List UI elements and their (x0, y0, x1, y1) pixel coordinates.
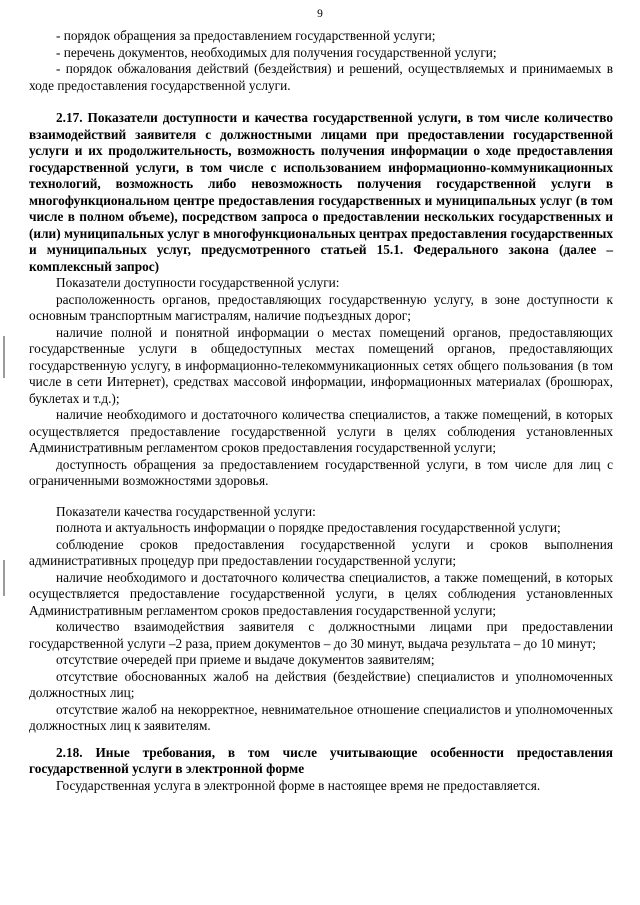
access-indicators-title: Показатели доступности государственной услуги: (56, 275, 340, 290)
document-body (29, 28, 613, 794)
quality-item: отсутствие обоснованных жалоб на действия (бездействие) специалистов и уполномоченных должностных лиц; (29, 668, 613, 700)
section-heading-2-17: 2.17. Показатели доступности и качества государственной услуги, в том числе количество взаимодействий заявителя с должностными лицами при предоставлении государственной услуги и их продолжительность, возможность получения информации о ходе предоставления государственной услуги, в том числе с использованием информационно-коммуникационных технологий, возможность либо невозможность получения государственной услуги в многофункциональном центре предоставления государственных и муниципальных услуг (в том числе в полном объеме), посредством запроса о предоставлении нескольких государственных и (или) муниципальных услуг в многофункциональных центрах предоставления государственных и муниципальных услуг, предусмотренного статьей 15.1. Федерального закона (далее – комплексный запрос) (29, 110, 613, 274)
page-number: 9 (317, 8, 323, 20)
quality-item: соблюдение сроков предоставления государственной услуги и сроков выполнения административных процедур при предоставлении государственной услуги; (29, 536, 613, 568)
scan-edge-mark (3, 336, 5, 378)
access-item: наличие необходимого и достаточного количества специалистов, а также помещений, в которых осуществляется предоставление государственной услуги в целях соблюдения установленных Административным регламентом сроков предоставления государственной услуги; (29, 407, 613, 455)
quality-item: полнота и актуальность информации о порядке предоставления государственной услуги; (56, 520, 561, 535)
scan-edge-mark (3, 560, 5, 596)
spacer (29, 490, 613, 504)
quality-item: наличие необходимого и достаточного количества специалистов, а также помещений, в которых осуществляется предоставление государственной услуги, в целях соблюдения установленных Административным регламентом сроков предоставления государственной услуги; (29, 569, 613, 618)
quality-item: количество взаимодействия заявителя с должностными лицами при предоставлении государственной услуги –2 раза, прием документов – до 30 минут, выдача результата – до 10 минут; (29, 619, 613, 651)
list-item: - перечень документов, необходимых для получения государственной услуги; (56, 44, 497, 60)
quality-item: отсутствие очередей при приеме и выдаче документов заявителям; (56, 652, 435, 667)
list-item: - порядок обращения за предоставлением государственной услуги; (56, 28, 436, 43)
access-item: расположенность органов, предоставляющих государственную услугу, в зоне доступности к основным транспортным магистралям, наличие подъездных дорог; (29, 291, 613, 323)
quality-item: отсутствие жалоб на некорректное, невнимательное отношение специалистов и уполномоченных должностных лиц к заявителям. (29, 701, 613, 733)
section-2-18-text: Государственная услуга в электронной форме в настоящее время не предоставляется. (56, 777, 541, 793)
list-item: - порядок обжалования действий (бездействия) и решений, осуществляемых и принимаемых в ходе предоставления государственной услуги. (29, 61, 613, 93)
access-item: доступность обращения за предоставлением государственной услуги, в том числе для лиц с ограниченными возможностями здоровья. (29, 456, 613, 488)
quality-indicators-title: Показатели качества государственной услуги: (56, 503, 316, 519)
access-item: наличие полной и понятной информации о местах помещений органов, предоставляющих государственные услуги в общедоступных местах помещений органов, предоставляющих государственную услугу, в информационно-телекоммуникационных сетях общего пользования (в том числе в сети Интернет), средствах массовой информации, информационных материалах (брошюрах, буклетах и т.д.); (29, 324, 613, 406)
spacer (29, 94, 613, 110)
section-heading-2-18: 2.18. Иные требования, в том числе учитывающие особенности предоставления государственной услуги в электронной форме (29, 744, 613, 776)
spacer (29, 735, 613, 745)
